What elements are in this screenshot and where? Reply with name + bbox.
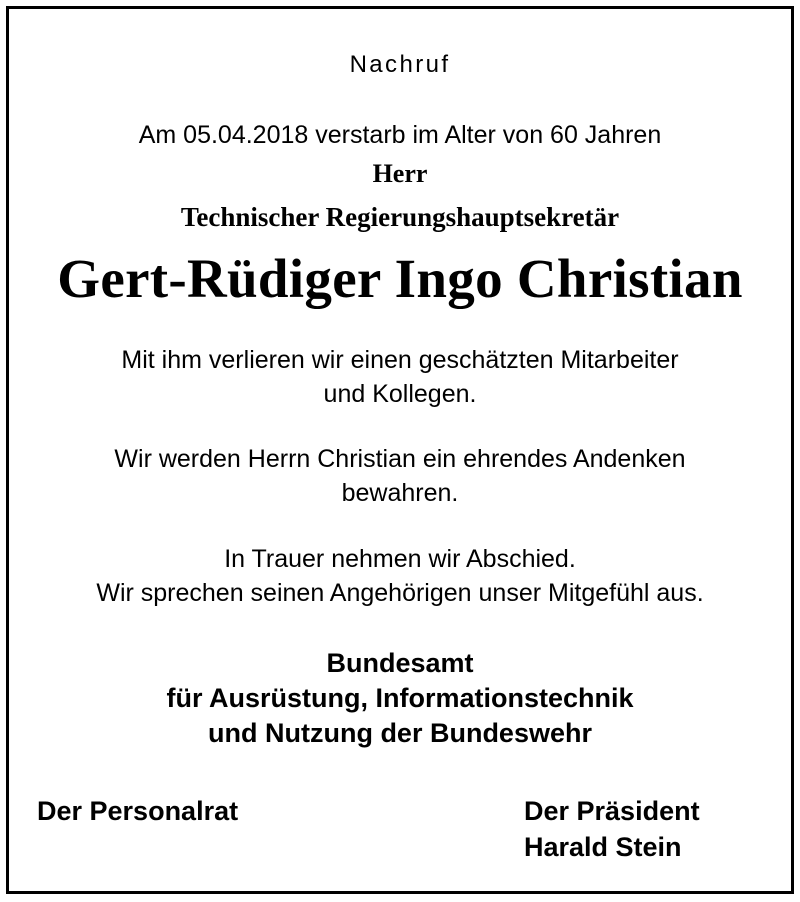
paragraph-line: Mit ihm verlieren wir einen geschätzten Mitarbeiter [121, 346, 679, 374]
organization-line: Bundesamt [326, 648, 474, 678]
paragraph-colleague [9, 343, 791, 411]
obituary-frame [6, 6, 794, 894]
paragraph-line: und Kollegen. [323, 380, 477, 408]
paragraph-remembrance [9, 442, 791, 510]
signature-line: Der Personalrat [37, 796, 239, 826]
job-title: Technischer Regierungshauptsekretär [180, 202, 620, 232]
deceased-name: Gert-Rüdiger Ingo Christian [57, 248, 743, 309]
signature-line: Harald Stein [524, 832, 682, 862]
signature-line: Der Präsident [524, 796, 700, 826]
salutation: Herr [372, 159, 428, 188]
death-announcement: Am 05.04.2018 verstarb im Alter von 60 Jahren [138, 121, 662, 149]
organization-block [9, 646, 791, 751]
paragraph-condolence [9, 542, 791, 610]
paragraph-line: Wir werden Herrn Christian ein ehrendes Andenken [114, 445, 686, 473]
signature-staff-council [37, 793, 238, 829]
organization-line: und Nutzung der Bundeswehr [208, 718, 592, 748]
notice-heading: Nachruf [349, 51, 451, 78]
signature-president [524, 793, 700, 865]
organization-line: für Ausrüstung, Informationstechnik [166, 683, 634, 713]
paragraph-line: bewahren. [341, 479, 459, 507]
paragraph-line: In Trauer nehmen wir Abschied. [224, 545, 576, 573]
paragraph-line: Wir sprechen seinen Angehörigen unser Mitgefühl aus. [96, 579, 704, 607]
